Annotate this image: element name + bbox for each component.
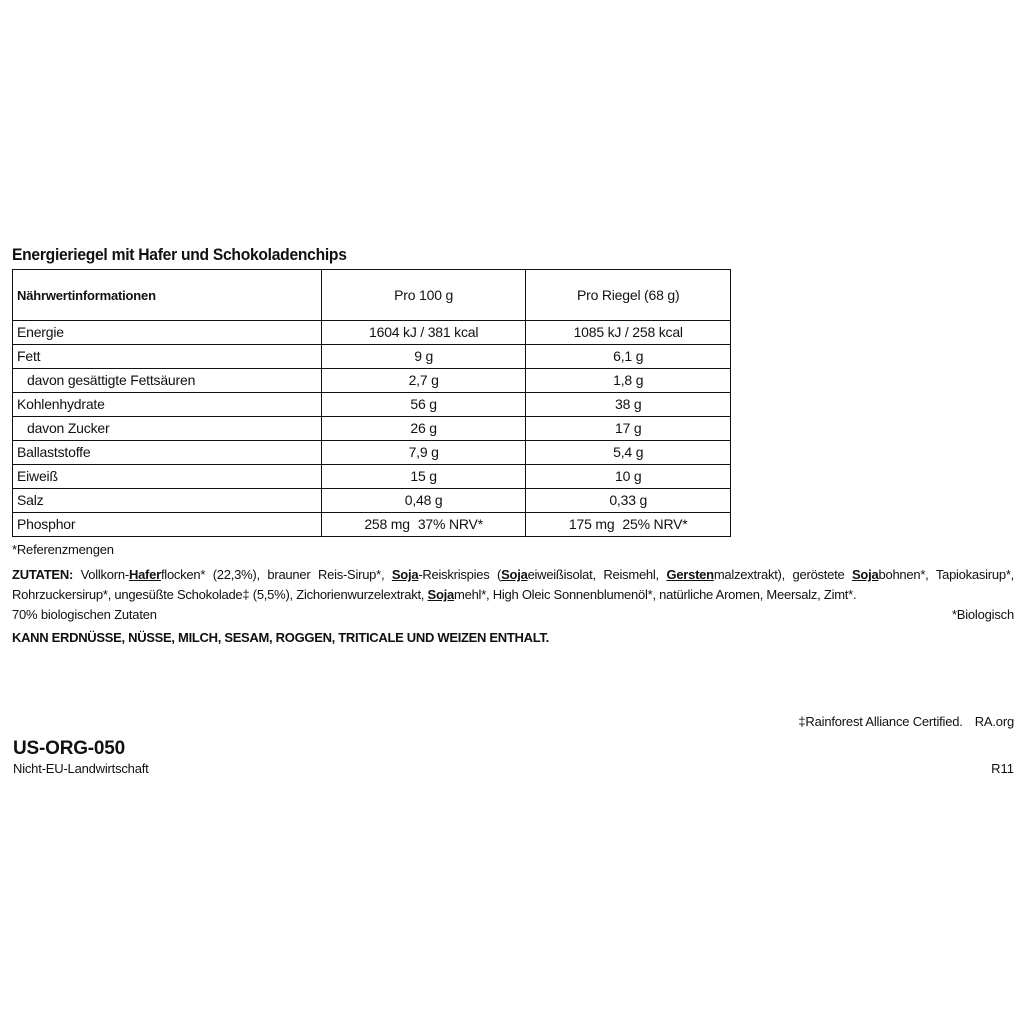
table-header-row xyxy=(13,270,731,321)
ingredient-text: malzextrakt), geröstete xyxy=(713,567,853,582)
phosphor-per-bar-nrv: 25% NRV* xyxy=(622,516,688,532)
row-per-bar: 1085 kJ / 258 kcal xyxy=(526,321,731,345)
ingredient-text: -Reiskrispies ( xyxy=(418,567,502,582)
reference-code: R11 xyxy=(991,761,1014,776)
row-label: Phosphor xyxy=(13,513,322,537)
ingredient-text: bohnen*, Tapiokasirup*, Rohrzuckersirup*, ungesüßte Schokolade‡ (5,5%), Zichorienwurzelextrakt, xyxy=(12,567,1014,602)
rainforest-text: ‡Rainforest Alliance Certified. xyxy=(798,714,963,729)
phosphor-per-100g xyxy=(321,513,526,537)
ingredients-lead: ZUTATEN: xyxy=(12,567,74,582)
row-label: Eiweiß xyxy=(13,465,322,489)
table-row xyxy=(13,489,731,513)
rainforest-url: RA.org xyxy=(974,714,1014,729)
phosphor-per-bar-amount: 175 mg xyxy=(568,516,615,532)
ingredient-text: mehl*, High Oleic Sonnenblumenöl*, natürliche Aromen, Meersalz, Zimt*. xyxy=(454,587,857,602)
phosphor-per-bar xyxy=(526,513,731,537)
rainforest-certification xyxy=(798,714,1014,729)
row-per-100g: 1604 kJ / 381 kcal xyxy=(321,321,526,345)
row-per-100g: 9 g xyxy=(321,345,526,369)
ingredients-list xyxy=(12,565,1014,605)
row-per-bar: 10 g xyxy=(526,465,731,489)
table-row xyxy=(13,441,731,465)
allergen-word: Hafer xyxy=(128,567,161,582)
nutrition-table xyxy=(12,269,731,537)
nutrition-label xyxy=(12,244,1014,648)
cert-origin: Nicht-EU-Landwirtschaft xyxy=(13,761,149,776)
row-per-bar: 5,4 g xyxy=(526,441,731,465)
row-per-bar: 38 g xyxy=(526,393,731,417)
row-per-bar: 1,8 g xyxy=(526,369,731,393)
allergen-word: Soja xyxy=(501,567,528,582)
row-per-100g: 15 g xyxy=(321,465,526,489)
row-label: Energie xyxy=(13,321,322,345)
organic-row xyxy=(12,605,1014,625)
organic-share: 70% biologischen Zutaten xyxy=(12,607,157,622)
phosphor-per-100g-nrv: 37% NRV* xyxy=(417,516,483,532)
phosphor-per-100g-amount: 258 mg xyxy=(364,516,410,532)
row-per-100g: 56 g xyxy=(321,393,526,417)
header-per-bar: Pro Riegel (68 g) xyxy=(526,270,731,321)
table-row xyxy=(13,393,731,417)
row-label: davon gesättigte Fettsäuren xyxy=(13,369,322,393)
product-title: Energieriegel mit Hafer und Schokoladenchips xyxy=(12,245,347,264)
reference-footnote: *Referenzmengen xyxy=(12,542,114,557)
row-label: Fett xyxy=(13,345,322,369)
header-nutrition-info: Nährwertinformationen xyxy=(13,270,322,321)
table-body xyxy=(13,321,731,537)
ingredient-text: Vollkorn- xyxy=(73,567,129,582)
row-per-100g: 0,48 g xyxy=(321,489,526,513)
allergen-word: Soja xyxy=(391,567,419,582)
ingredient-text: eiweißisolat, Reismehl, xyxy=(527,567,667,582)
table-row xyxy=(13,321,731,345)
row-label: davon Zucker xyxy=(13,417,322,441)
table-row xyxy=(13,369,731,393)
row-per-100g: 26 g xyxy=(321,417,526,441)
ingredient-text: flocken* (22,3%), brauner Reis-Sirup*, xyxy=(160,567,392,582)
table-row xyxy=(13,345,731,369)
row-label: Kohlenhydrate xyxy=(13,393,322,417)
organic-note: *Biologisch xyxy=(951,607,1014,622)
table-row xyxy=(13,465,731,489)
organic-cert-code: US-ORG-050 xyxy=(13,738,126,759)
allergen-warning: KANN ERDNÜSSE, NÜSSE, MILCH, SESAM, ROGGEN, TRITICALE UND WEIZEN ENTHALT. xyxy=(12,630,549,645)
table-row-phosphor xyxy=(13,513,731,537)
row-per-100g: 2,7 g xyxy=(321,369,526,393)
table-row xyxy=(13,417,731,441)
row-per-100g: 7,9 g xyxy=(321,441,526,465)
allergen-word: Gersten xyxy=(666,567,714,582)
header-per-100g: Pro 100 g xyxy=(321,270,526,321)
row-per-bar: 17 g xyxy=(526,417,731,441)
allergen-word: Soja xyxy=(427,587,455,602)
row-label: Salz xyxy=(13,489,322,513)
row-per-bar: 0,33 g xyxy=(526,489,731,513)
row-per-bar: 6,1 g xyxy=(526,345,731,369)
row-label: Ballaststoffe xyxy=(13,441,322,465)
allergen-word: Soja xyxy=(852,567,879,582)
